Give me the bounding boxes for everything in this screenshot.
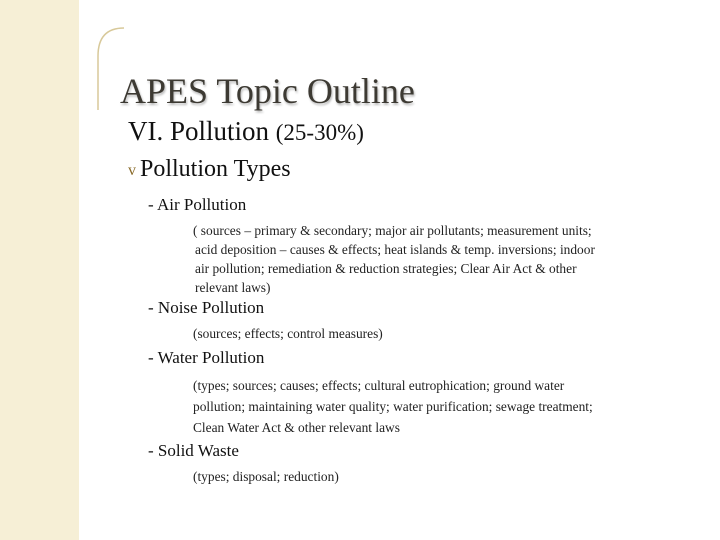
solid-waste-details [193,467,339,486]
detail-line: (types; disposal; reduction) [193,469,339,484]
detail-line: pollution; maintaining water quality; water purification; sewage treatment; [193,399,593,414]
pollution-types-label: Pollution Types [140,156,291,182]
air-pollution-details [193,221,595,297]
noise-pollution-details [193,324,383,343]
detail-line: ( sources – primary & secondary; major air pollutants; measurement units; [193,223,592,238]
section-heading [128,116,364,147]
pollution-types-item [128,156,291,183]
detail-line: (sources; effects; control measures) [193,326,383,341]
noise-pollution-label: - Noise Pollution [148,298,265,317]
water-pollution-label: - Water Pollution [148,348,265,367]
detail-line: Clean Water Act & other relevant laws [193,420,400,435]
solid-waste-label: - Solid Waste [148,441,239,460]
title-area [98,26,698,110]
water-pollution-details [193,375,593,438]
diamond-bullet-icon: v [128,161,136,179]
slide-title: APES Topic Outline [120,71,415,111]
heading-range: (25-30%) [275,120,364,145]
heading-text: VI. Pollution [128,116,270,146]
air-pollution-label: - Air Pollution [148,195,247,214]
detail-line: (types; sources; causes; effects; cultural eutrophication; ground water [193,378,565,393]
detail-line: relevant laws) [195,280,271,295]
detail-line: acid deposition – causes & effects; heat islands & temp. inversions; indoor [195,242,595,257]
left-decorative-band [0,0,79,540]
detail-line: air pollution; remediation & reduction strategies; Clear Air Act & other [195,261,577,276]
